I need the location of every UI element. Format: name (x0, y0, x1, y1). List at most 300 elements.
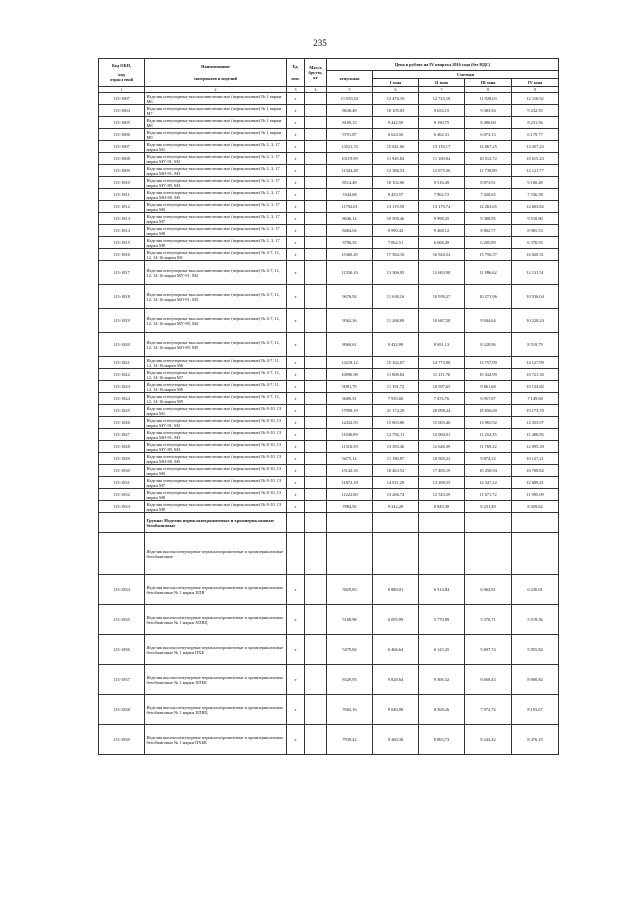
table-cell-zone-1: 11 180,87 (373, 453, 419, 465)
table-cell-brutto (305, 405, 327, 417)
table-cell-zone-3: 8 802,77 (465, 225, 512, 237)
table-cell-zone-3: 11 928,63 (465, 93, 512, 105)
table-cell-zone-2: 9 998,35 (419, 213, 465, 225)
table-cell-zone-2 (419, 533, 465, 575)
header-zone-3: III зона (465, 79, 512, 87)
table-cell-name: Изделия высокоогнеупорные периклазохромитовые и хромпериклазовые безобжиговые (145, 533, 287, 575)
table-cell-price: 5796,35 (327, 237, 373, 249)
table-cell-brutto (305, 165, 327, 177)
table-cell-zone-1: 7 935,60 (373, 393, 419, 405)
table-cell-name: Изделия высокоогнеупорные периклазохромитовые и хромпериклазовые безобжиговые № 1 марки ХПВ (145, 575, 287, 605)
table-cell-zone-1: 13 266,74 (373, 489, 419, 501)
table-cell-code: 115-1813 (99, 213, 145, 225)
table-cell-unit: т (287, 213, 305, 225)
table-cell-price: 11872,18 (327, 477, 373, 489)
table-cell-name: Изделия огнеупорные высокоглиноземистые (периклазовые) № 2, 3, 17 марки М9 (145, 237, 287, 249)
column-index-row: 1 2 3 4 5 6 7 8 9 (99, 87, 559, 93)
table-cell-price: 10119,99 (327, 153, 373, 165)
table-cell-zone-2: 20 098,24 (419, 405, 465, 417)
header-smetnaya: Сметная (373, 71, 559, 79)
table-cell-name: Изделия огнеупорные высокоглиноземистые (периклазовые) № 2, 3, 17 марки М1 (145, 141, 287, 153)
table-cell-zone-2: 8 849,38 (419, 501, 465, 513)
table-cell-name: Изделия огнеупорные высокоглиноземистые (периклазовые) № 2, 3, 17 марки М7 (145, 213, 287, 225)
table-cell-brutto (305, 489, 327, 501)
table-cell-brutto (305, 141, 327, 153)
table-cell-zone-3: 10 432,99 (465, 369, 512, 381)
table-cell-zone-4: 8 476,19 (512, 725, 559, 755)
table-cell-zone-3: 12 347,22 (465, 477, 512, 489)
table-cell-price: 11 053,52 (327, 93, 373, 105)
table-cell-name: Изделия высокоогнеупорные периклазохромитовые и хромпериклазовые безобжиговые № 1 марки ХПВЦ (145, 605, 287, 635)
table-cell-zone-1: 13 306,95 (373, 261, 419, 285)
table-cell-unit: т (287, 201, 305, 213)
table-cell-unit: т (287, 465, 305, 477)
table-cell-brutto (305, 381, 327, 393)
table-cell-unit: т (287, 309, 305, 333)
table-cell-zone-1: 10 102,06 (373, 177, 419, 189)
table-cell-name: Изделия огнеупорные высокоглиноземистые (периклазовые) № 8-10, 13 марки М6 (145, 465, 287, 477)
table-cell-zone-3: 7 972,72 (465, 695, 512, 725)
table-cell-zone-1: 13 393,46 (373, 441, 419, 453)
table-cell-brutto (305, 93, 327, 105)
table-row (99, 635, 559, 665)
table-cell-name: Изделия огнеупорные высокоглиноземистые (периклазовые) № 4-7, 11, 12, 14-16 марки МУ-91, М2 (145, 261, 287, 285)
table-cell-zone-3: 11 671,72 (465, 489, 512, 501)
table-cell-unit: т (287, 93, 305, 105)
table-cell-zone-4: 10 228,24 (512, 309, 559, 333)
header-zone-2: II зона (419, 79, 465, 87)
table-cell-zone-2: 12 683,90 (419, 261, 465, 285)
table-cell-zone-2: 6 123,35 (419, 635, 465, 665)
table-cell-unit (287, 533, 305, 575)
table-cell-zone-3: 6 073,13 (465, 129, 512, 141)
table-cell-code: 115-1834 (99, 575, 145, 605)
table-cell-zone-1: 13 119,59 (373, 201, 419, 213)
table-cell-zone-4: 7 536,58 (512, 189, 559, 201)
table-cell-zone-2: 12 646,39 (419, 441, 465, 453)
table-row (99, 177, 559, 189)
table-cell-zone-2: 11 211,76 (419, 369, 465, 381)
table-cell-name: Изделия огнеупорные высокоглиноземистые (периклазовые) № 2, 3, 17 марки М6 (145, 201, 287, 213)
table-cell-zone-2: 15 003,46 (419, 417, 465, 429)
table-cell-code: 115-1828 (99, 441, 145, 453)
table-cell-name: Изделия высокоогнеупорные периклазохромитовые и хромпериклазовые безобжиговые № 1 марки ХПБК (145, 665, 287, 695)
table-cell-brutto (305, 605, 327, 635)
table-cell-unit: т (287, 153, 305, 165)
table-row (99, 465, 559, 477)
table-row (99, 165, 559, 177)
table-cell-name: Изделия огнеупорные высокоглиноземистые (периклазовые) № 8-10, 13 марки МУ-89, М4 (145, 441, 287, 453)
table-cell-unit: т (287, 417, 305, 429)
table-cell-zone-2: 15 110,17 (419, 141, 465, 153)
table-cell-unit: т (287, 369, 305, 381)
table-cell-zone-2 (419, 513, 465, 533)
table-cell-zone-2: 8 863,73 (419, 725, 465, 755)
table-cell-zone-4: 10 127,21 (512, 453, 559, 465)
table-cell-zone-3: 8 228,96 (465, 333, 512, 357)
table-cell-zone-3: 7 420,65 (465, 189, 512, 201)
table-cell-brutto (305, 213, 327, 225)
table-cell-name: Изделия огнеупорные высокоглиноземистые (периклазовые) № 1 марки М8 (145, 117, 287, 129)
table-row (99, 417, 559, 429)
table-cell-zone-1: 9 432,99 (373, 333, 419, 357)
table-cell-code: 115-1837 (99, 665, 145, 695)
table-cell-price: 11792,01 (327, 201, 373, 213)
table-cell-zone-1: 8 433,57 (373, 189, 419, 201)
table-cell-name: Изделия огнеупорные высокоглиноземистые (периклазовые) № 4-7, 11, 12, 14-16 марки МО-91, М3 (145, 285, 287, 309)
table-cell-unit: т (287, 333, 305, 357)
table-cell-zone-3: 8 660,43 (465, 665, 512, 695)
table-cell-zone-3: 15 756,57 (465, 249, 512, 261)
table-cell-zone-2: 9 468,12 (419, 225, 465, 237)
table-cell-zone-4: 5 855,84 (512, 635, 559, 665)
table-cell-code: 115-1823 (99, 381, 145, 393)
table-cell-name: Изделия огнеупорные высокоглиноземистые (периклазовые) № 2, 3, 17 марки МУ-89, М4 (145, 177, 287, 189)
table-row (99, 665, 559, 695)
table-cell-zone-4: 12 116,92 (512, 93, 559, 105)
table-cell-zone-3: 9 380,95 (465, 213, 512, 225)
table-cell-unit: т (287, 177, 305, 189)
table-cell-brutto (305, 465, 327, 477)
table-cell-zone-2: 12 060,01 (419, 429, 465, 441)
table-cell-unit: т (287, 393, 305, 405)
table-cell-zone-3: 9 944,64 (465, 309, 512, 333)
table-cell-zone-4: 7 149,68 (512, 393, 559, 405)
table-cell-zone-4: 8 193,67 (512, 695, 559, 725)
table-cell-brutto (305, 309, 327, 333)
table-cell-unit: т (287, 189, 305, 201)
table-cell-zone-3 (465, 533, 512, 575)
table-cell-code: 115-1809 (99, 165, 145, 177)
table-cell-zone-4: 8 965,53 (512, 225, 559, 237)
table-cell-brutto (305, 429, 327, 441)
table-cell-code: 115-1838 (99, 695, 145, 725)
table-cell-code: 115-1806 (99, 129, 145, 141)
table-cell-zone-4: 9 232,55 (512, 105, 559, 117)
table-cell-name: Изделия огнеупорные высокоглиноземистые (периклазовые) № 4-7, 11, 12, 14-16 марки М1 (145, 249, 287, 261)
table-cell-zone-3: 12 263,65 (465, 201, 512, 213)
table-cell-zone-1: 11 638,16 (373, 285, 419, 309)
table-row (99, 333, 559, 357)
table-cell-code: 115-1827 (99, 429, 145, 441)
table-cell-name: Изделия огнеупорные высокоглиноземистые (периклазовые) № 8-10, 13 марки МО-89, М5 (145, 453, 287, 465)
table-cell-code (99, 533, 145, 575)
table-cell-zone-3: 11 739,89 (465, 165, 512, 177)
table-cell-zone-1: 6 624,56 (373, 129, 419, 141)
table-cell-price: 5791,87 (327, 129, 373, 141)
table-cell-zone-4: 8 231,56 (512, 117, 559, 129)
table-cell-zone-3: 8 873,91 (465, 177, 512, 189)
table-cell-zone-1: 15 162,07 (373, 357, 419, 369)
table-cell-price: 9676,92 (327, 285, 373, 309)
table-row (99, 441, 559, 453)
header-name: Наименование материалов и изделий (145, 59, 287, 87)
table-cell-price: 5829,83 (327, 575, 373, 605)
table-cell-zone-4: 5 519,56 (512, 605, 559, 635)
table-cell-zone-4: 11 995,09 (512, 489, 559, 501)
table-cell-name: Изделия огнеупорные высокоглиноземистые (периклазовые) № 1 марки М6 (145, 93, 287, 105)
table-cell-brutto (305, 177, 327, 189)
table-cell-zone-1: 12 386,53 (373, 165, 419, 177)
table-cell-name: Изделия огнеупорные высокоглиноземистые (периклазовые) № 8-10, 13 марки М8 (145, 489, 287, 501)
table-cell-brutto (305, 105, 327, 117)
table-cell-zone-1: 7 062,51 (373, 237, 419, 249)
table-cell-brutto (305, 201, 327, 213)
table-cell-zone-2: 10 939,27 (419, 285, 465, 309)
table-cell-code: 115-1829 (99, 453, 145, 465)
table-cell-zone-4: 11 406,83 (512, 429, 559, 441)
table-cell-zone-4: 16 020,51 (512, 249, 559, 261)
table-row (99, 261, 559, 285)
table-cell-name: Группа: Изделия периклазохромитовые и хромпериклазовые безобжиговые (145, 513, 287, 533)
table-cell-zone-3: 18 656,69 (465, 405, 512, 417)
table-cell-zone-4: 12 121,77 (512, 165, 559, 177)
table-cell-price: 8638,48 (327, 105, 373, 117)
table-cell-zone-1: 17 584,16 (373, 249, 419, 261)
table-cell-code: 115-1822 (99, 369, 145, 381)
table-cell-price: 7939,42 (327, 725, 373, 755)
table-cell-brutto (305, 153, 327, 165)
table-cell-zone-1: 9 828,64 (373, 665, 419, 695)
table-cell-name: Изделия огнеупорные высокоглиноземистые (периклазовые) № 8-10, 13 марки М7 (145, 477, 287, 489)
table-cell-name: Изделия огнеупорные высокоглиноземистые (периклазовые) № 4-7, 11, 12, 14-16 марки МО-89, М5 (145, 333, 287, 357)
table-cell-brutto (305, 417, 327, 429)
table-cell-zone-3: 8 496,60 (465, 117, 512, 129)
table-cell-code: 115-1833 (99, 501, 145, 513)
table-cell-zone-2: 9 516,49 (419, 177, 465, 189)
table-cell-zone-2: 10 597,65 (419, 381, 465, 393)
table-cell-zone-1: 9 342,28 (373, 501, 419, 513)
table-cell-unit: т (287, 429, 305, 441)
table-cell-zone-1: 6 095,99 (373, 605, 419, 635)
table-cell-name: Изделия огнеупорные высокоглиноземистые (периклазовые) № 2, 3, 17 марки М8 (145, 225, 287, 237)
table-cell-brutto (305, 369, 327, 381)
table-cell-unit: т (287, 405, 305, 417)
table-row (99, 93, 559, 105)
table-cell-unit: т (287, 489, 305, 501)
table-cell-price: 11046,89 (327, 429, 373, 441)
table-cell-code: 115-1818 (99, 285, 145, 309)
table-cell-zone-4: 6 376,55 (512, 237, 559, 249)
table-cell-code: 115-1830 (99, 465, 145, 477)
table-cell-zone-3: 9 874,12 (465, 453, 512, 465)
table-cell-name: Изделия огнеупорные высокоглиноземистые (периклазовые) № 8-10, 13 марки М9 (145, 501, 287, 513)
table-row (99, 213, 559, 225)
table-cell-zone-3: 9 383,94 (465, 105, 512, 117)
table-cell-zone-4: 14 127,99 (512, 357, 559, 369)
table-cell-zone-4: 10 134,82 (512, 381, 559, 393)
table-cell-zone-1: 14 011,29 (373, 477, 419, 489)
header-code: Код ОКП, код отрасл евой (99, 59, 145, 87)
table-cell-name: Изделия огнеупорные высокоглиноземистые (периклазовые) № 2, 3, 17 марки МО-91, М3 (145, 165, 287, 177)
table-cell-price (327, 513, 373, 533)
table-cell-zone-2: 11 169,84 (419, 153, 465, 165)
table-cell-unit: т (287, 695, 305, 725)
table-cell-price: 8514,48 (327, 177, 373, 189)
table-cell-code: 115-1808 (99, 153, 145, 165)
table-cell-code: 115-1832 (99, 489, 145, 501)
table-row (99, 357, 559, 369)
table-cell-zone-1: 11 268,69 (373, 309, 419, 333)
table-cell-zone-4: 8 459,62 (512, 501, 559, 513)
table-cell-brutto (305, 575, 327, 605)
table-cell-zone-3: 6 205,99 (465, 237, 512, 249)
table-row (99, 237, 559, 249)
table-cell-zone-1: 9 046,98 (373, 695, 419, 725)
table-cell-price: 11344,28 (327, 165, 373, 177)
table-cell-zone-2: 8 568,26 (419, 695, 465, 725)
header-zone-1: I зона (373, 79, 419, 87)
table-cell-price: 11222,80 (327, 489, 373, 501)
table-cell-zone-1: 15 041,60 (373, 141, 419, 153)
table-cell-code: 115-1835 (99, 605, 145, 635)
table-cell-price: 11330,10 (327, 261, 373, 285)
table-cell-brutto (305, 393, 327, 405)
table-cell-brutto (305, 477, 327, 489)
table-cell-price: 8329,93 (327, 665, 373, 695)
table-cell-zone-2: 10 687,50 (419, 309, 465, 333)
table-cell-brutto (305, 725, 327, 755)
table-cell-brutto (305, 237, 327, 249)
table-cell-zone-3 (465, 513, 512, 533)
table-cell-zone-3: 5 697,74 (465, 635, 512, 665)
table-row (99, 201, 559, 213)
table-cell-zone-4: 10 615,23 (512, 153, 559, 165)
table-cell-unit: т (287, 129, 305, 141)
table-cell-price: 9081,79 (327, 381, 373, 393)
table-cell-zone-2: 13 179,74 (419, 201, 465, 213)
table-cell-name: Изделия огнеупорные высокоглиноземистые (периклазовые) № 8-10, 13 марки МУ-91, М2 (145, 417, 287, 429)
page-number: 235 (313, 38, 327, 48)
table-cell-code: 115-1820 (99, 333, 145, 357)
table-cell-zone-2: 7 476,76 (419, 393, 465, 405)
table-cell-brutto (305, 513, 327, 533)
table-cell-zone-2: 7 962,72 (419, 189, 465, 201)
table-cell-zone-3: 9 861,68 (465, 381, 512, 393)
table-cell-price: 13218,12 (327, 357, 373, 369)
table-cell-zone-2: 6 514,84 (419, 575, 465, 605)
table-cell-zone-3: 6 062,91 (465, 575, 512, 605)
table-cell-unit: т (287, 165, 305, 177)
table-cell-zone-4 (512, 533, 559, 575)
table-cell-code: 115-1826 (99, 417, 145, 429)
table-cell-unit: т (287, 453, 305, 465)
table-cell-brutto (305, 501, 327, 513)
table-cell-zone-3: 5 370,71 (465, 605, 512, 635)
table-cell-brutto (305, 695, 327, 725)
table-cell-zone-2: 13 269,55 (419, 477, 465, 489)
table-cell-zone-2: 9 306,32 (419, 665, 465, 695)
table-cell-zone-1: 12 792,11 (373, 429, 419, 441)
table-cell-code: 115-1807 (99, 93, 145, 105)
table-cell-unit: т (287, 249, 305, 261)
table-cell-brutto (305, 129, 327, 141)
table-cell-name: Изделия огнеупорные высокоглиноземистые (периклазовые) № 4-7, 11, 12, 14-16 марки М7 (145, 369, 287, 381)
table-cell-zone-3: 11 769,22 (465, 441, 512, 453)
table-cell-zone-2: 9 190,75 (419, 117, 465, 129)
table-row (99, 725, 559, 755)
table-row (99, 189, 559, 201)
table-cell-zone-3: 8 231,49 (465, 501, 512, 513)
table-cell-unit: т (287, 501, 305, 513)
table-row (99, 695, 559, 725)
table-cell-price: 13521,74 (327, 141, 373, 153)
table-cell-unit: т (287, 357, 305, 369)
table-cell-code: 115-1804 (99, 105, 145, 117)
table-cell-code (99, 513, 145, 533)
table-cell-code: 115-1815 (99, 237, 145, 249)
table-cell-price: 9562,16 (327, 309, 373, 333)
table-cell-name: Изделия огнеупорные высокоглиноземистые (периклазовые) № 2, 3, 17 марки МО-89, М5 (145, 189, 287, 201)
table-cell-unit: т (287, 635, 305, 665)
table-cell-zone-2: 14 773,90 (419, 357, 465, 369)
table-row (99, 533, 559, 575)
table-cell-unit: т (287, 141, 305, 153)
table-cell-price: 8169,15 (327, 117, 373, 129)
table-cell-zone-3: 14 067,25 (465, 141, 512, 153)
table-cell-zone-1: 10 509,46 (373, 213, 419, 225)
table-cell-zone-1: 6 466,64 (373, 635, 419, 665)
table-cell-zone-2: 12 675,56 (419, 165, 465, 177)
table-cell-zone-4: 8 519,79 (512, 333, 559, 357)
table-cell-code: 115-1811 (99, 189, 145, 201)
table-cell-price: 5479,84 (327, 635, 373, 665)
table-cell-unit: т (287, 285, 305, 309)
table-cell-unit: т (287, 105, 305, 117)
table-cell-zone-2: 10 569,22 (419, 453, 465, 465)
table-cell-unit: т (287, 237, 305, 249)
table-cell-code: 115-1805 (99, 117, 145, 129)
table-row (99, 477, 559, 489)
table-cell-code: 115-1839 (99, 725, 145, 755)
table-cell-zone-1: 11 945,82 (373, 153, 419, 165)
table-cell-unit: т (287, 441, 305, 453)
table-cell-zone-3: 11 886,62 (465, 261, 512, 285)
table-cell-price: 8046,14 (327, 213, 373, 225)
table-cell-code: 115-1812 (99, 201, 145, 213)
table-row (99, 285, 559, 309)
table-cell-code: 115-1814 (99, 225, 145, 237)
table-cell-zone-2: 9 654,15 (419, 105, 465, 117)
table-cell-name: Изделия высокоогнеупорные периклазохромитовые и хромпериклазовые безобжиговые № 1 марки ПХБК (145, 725, 287, 755)
table-cell-unit: т (287, 575, 305, 605)
header-brutto: Масса брутто, кг (305, 59, 327, 87)
table-cell-zone-4: 14 457,23 (512, 141, 559, 153)
table-group-row (99, 513, 559, 533)
table-cell-zone-2: 16 944,52 (419, 249, 465, 261)
table-cell-code: 115-1807 (99, 141, 145, 153)
table-cell-brutto (305, 533, 327, 575)
table-cell-zone-3: 8 243,42 (465, 725, 512, 755)
table-row (99, 153, 559, 165)
table-cell-brutto (305, 357, 327, 369)
table-row (99, 489, 559, 501)
table-cell-zone-2: 6 462,31 (419, 129, 465, 141)
table-row (99, 225, 559, 237)
table-cell-zone-4: 12 095,39 (512, 441, 559, 453)
table-cell-zone-2: 12 723,18 (419, 93, 465, 105)
table-row (99, 369, 559, 381)
header-unit: Ед. изм. (287, 59, 305, 87)
table-row (99, 117, 559, 129)
table-cell-code: 115-1831 (99, 477, 145, 489)
table-cell-code: 115-1817 (99, 261, 145, 285)
table-row (99, 575, 559, 605)
table-cell-zone-3: 10 512,72 (465, 153, 512, 165)
table-cell-zone-3: 11 252,35 (465, 429, 512, 441)
table-cell-zone-4: 10 721,30 (512, 369, 559, 381)
table-cell-zone-3: 6 957,07 (465, 393, 512, 405)
